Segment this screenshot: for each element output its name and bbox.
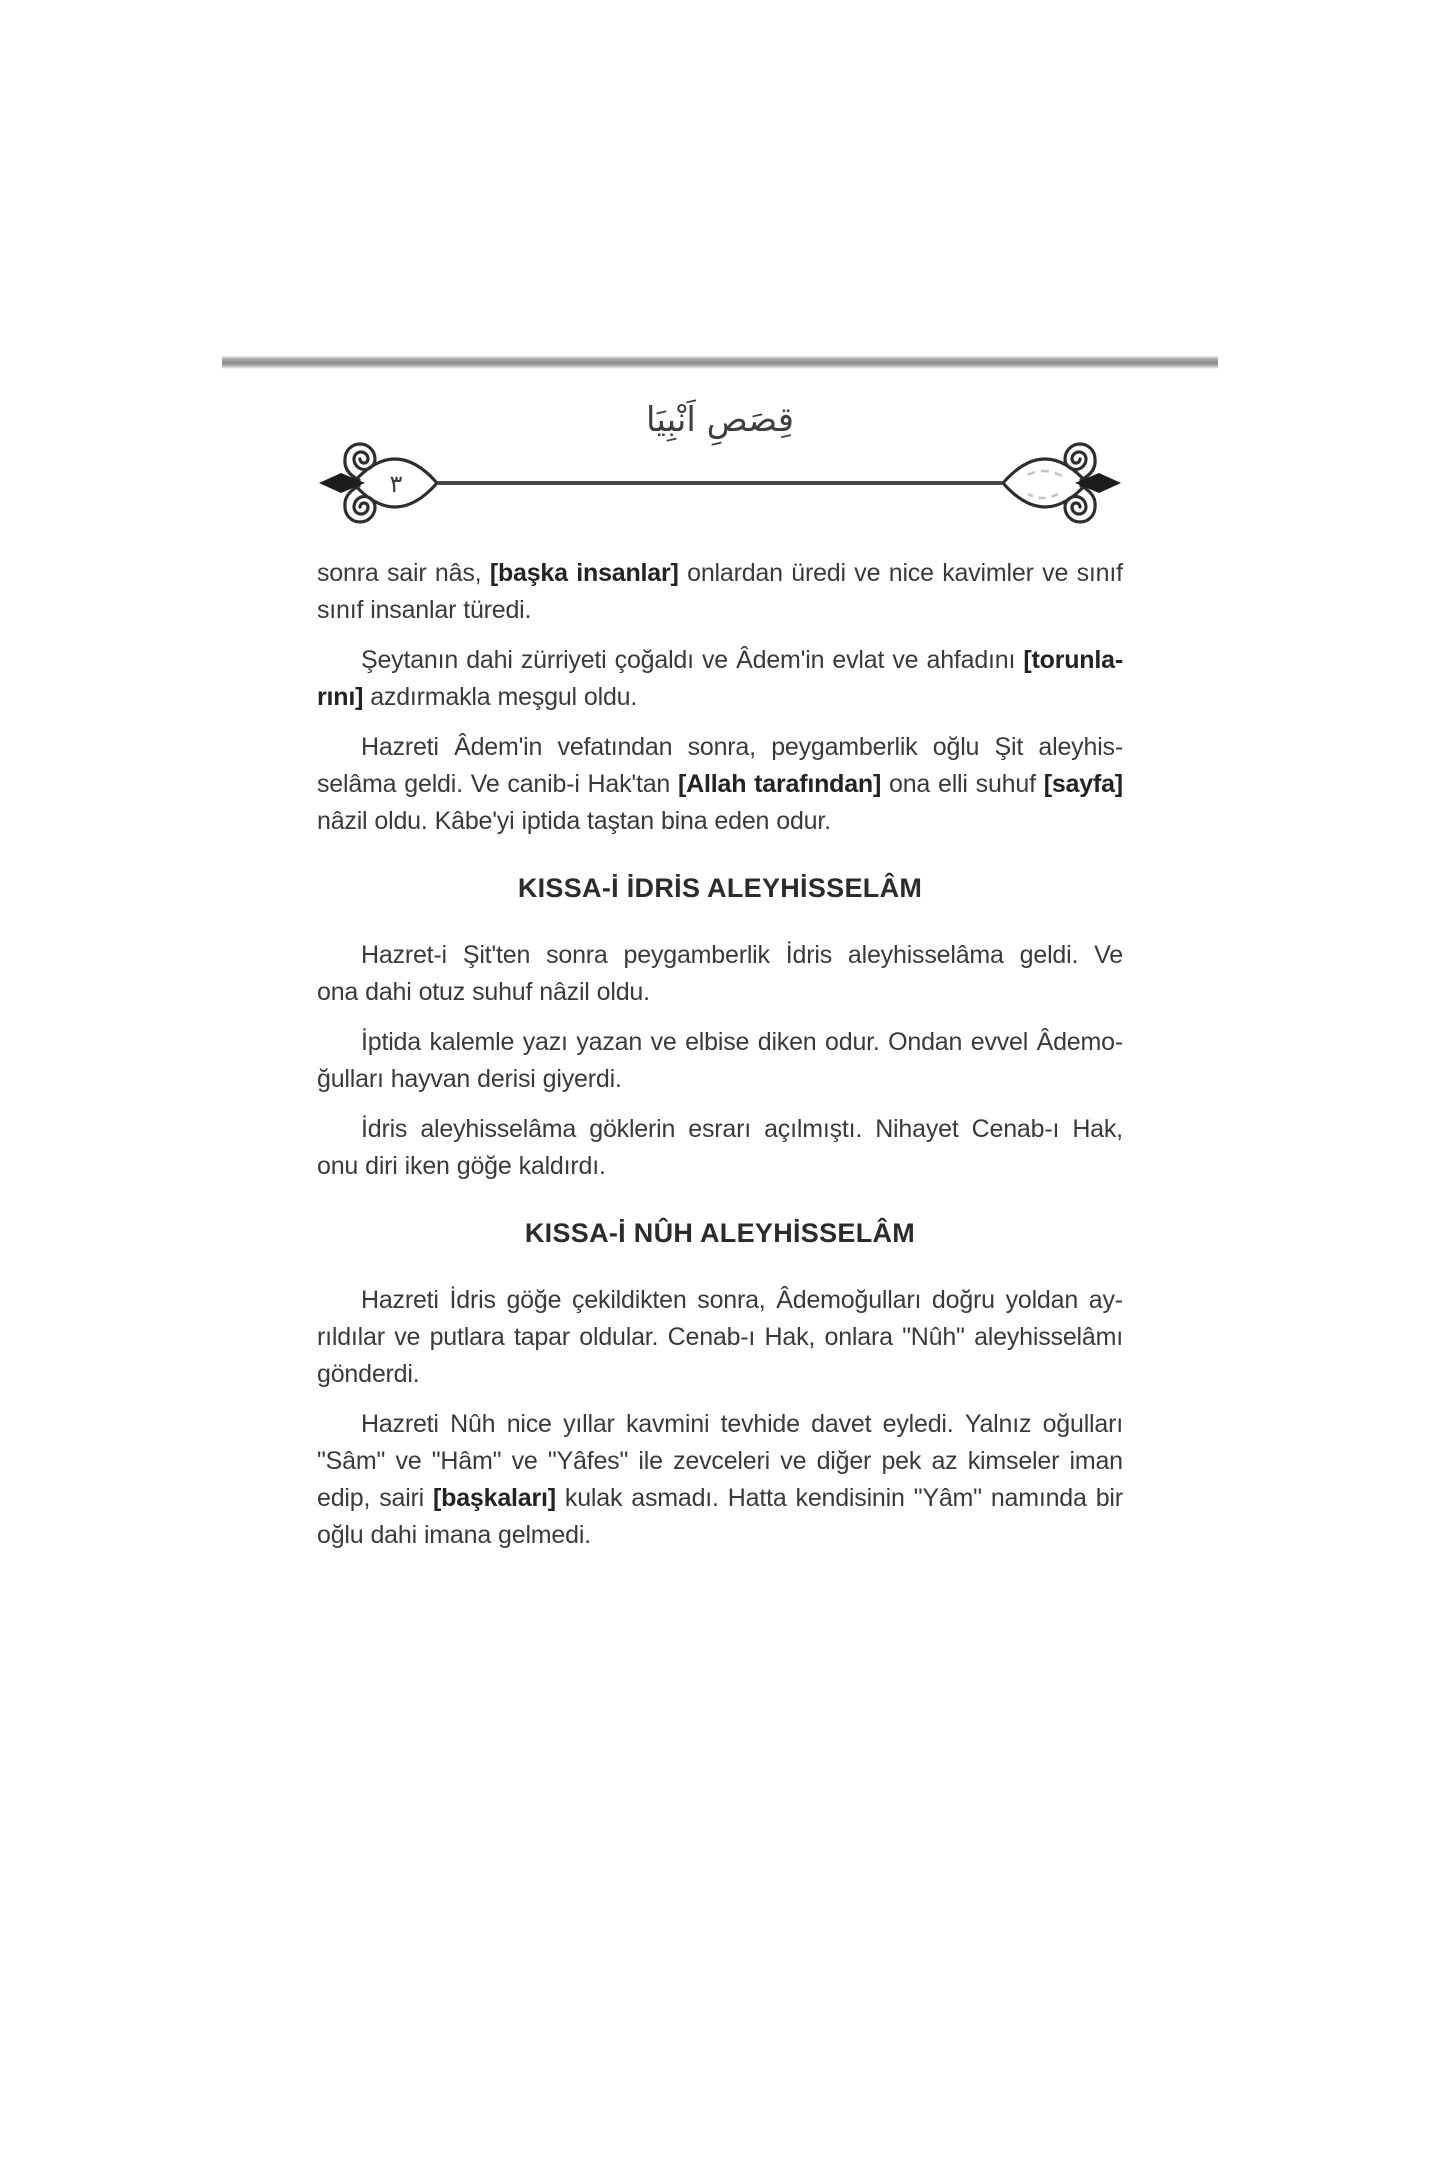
- text-line: [317, 803, 1123, 840]
- word: Âdemoğulları: [776, 1286, 922, 1314]
- word: gönderdi.: [317, 1360, 420, 1388]
- word: kavimler: [942, 559, 1034, 587]
- word: odur.: [825, 1028, 880, 1056]
- word: vefatından: [557, 733, 673, 761]
- word: peygamberlik: [771, 733, 918, 761]
- paragraph: [317, 729, 1123, 840]
- text-line: [317, 766, 1123, 803]
- word: ve: [394, 1323, 421, 1351]
- word: İdris: [785, 941, 832, 969]
- bold-word: [sayfa]: [1043, 770, 1123, 798]
- text-line: [317, 679, 1123, 716]
- word: sonra,: [697, 1286, 766, 1314]
- word: diğer: [816, 1447, 872, 1475]
- paragraph: [317, 1024, 1123, 1098]
- word: göğe: [456, 1152, 512, 1180]
- word: oldu.: [596, 978, 650, 1006]
- word: sonra,: [687, 733, 756, 761]
- word: aleyhisselâma: [420, 1115, 577, 1143]
- word: nice: [506, 1410, 552, 1438]
- word: esrarı: [688, 1115, 751, 1143]
- word: kavmini: [625, 1410, 710, 1438]
- word: dahi: [365, 978, 412, 1006]
- word: sınıf: [317, 596, 364, 624]
- word: kalemle: [429, 1028, 515, 1056]
- word: kimseler: [967, 1447, 1060, 1475]
- word: geldi.: [1019, 941, 1079, 969]
- word: oğlu: [317, 1521, 364, 1549]
- word: Şit: [994, 733, 1024, 761]
- text-line: [317, 1148, 1123, 1185]
- word: ay-: [1088, 1286, 1123, 1314]
- paragraph: [317, 642, 1123, 716]
- word: oldu.: [583, 683, 638, 711]
- bold-word: [başkaları]: [433, 1484, 556, 1512]
- word: rıldılar: [317, 1323, 385, 1351]
- word: canib-i: [507, 770, 580, 798]
- word: ve: [650, 1028, 677, 1056]
- word: hayvan: [390, 1065, 471, 1093]
- word: "Yâm": [913, 1484, 982, 1512]
- word: dahi: [370, 1521, 417, 1549]
- word: Şit'ten: [462, 941, 531, 969]
- word: "Hâm": [431, 1447, 502, 1475]
- word: iken: [404, 1152, 450, 1180]
- word: ve: [854, 559, 881, 587]
- word: göğe: [506, 1286, 562, 1314]
- word: çoğaldı: [614, 646, 694, 674]
- text-line: [317, 1356, 1123, 1393]
- word: Ve: [1094, 941, 1123, 969]
- word: Hatta: [727, 1484, 787, 1512]
- word: yazı: [522, 1028, 568, 1056]
- word: giyerdi.: [542, 1065, 622, 1093]
- word: elbise: [685, 1028, 750, 1056]
- word: meşgul: [497, 683, 577, 711]
- word: aleyhisselâma: [847, 941, 1004, 969]
- word: diken: [757, 1028, 817, 1056]
- bold-word: [torunla-: [1023, 646, 1123, 674]
- word: ve: [1042, 559, 1069, 587]
- bold-word: rını]: [317, 683, 364, 711]
- word: taştan: [587, 807, 654, 835]
- word: zevceleri: [673, 1447, 770, 1475]
- word: ğulları: [317, 1065, 384, 1093]
- word: Hazreti: [361, 1410, 439, 1438]
- word: zürriyeti: [520, 646, 607, 674]
- word: Hak,: [1072, 1115, 1123, 1143]
- word: gelmedi.: [498, 1521, 591, 1549]
- word: Kâbe'yi: [434, 807, 515, 835]
- word: eyledi.: [882, 1410, 954, 1438]
- word: peygamberlik: [623, 941, 770, 969]
- word: Âdem'in: [736, 646, 825, 674]
- paragraph: [317, 555, 1123, 629]
- word: asmadı.: [631, 1484, 719, 1512]
- word: ona: [317, 978, 359, 1006]
- word: namında: [990, 1484, 1087, 1512]
- word: İdris: [449, 1286, 496, 1314]
- word: tevhide: [720, 1410, 800, 1438]
- text-line: [317, 1111, 1123, 1148]
- word: ahfadını: [926, 646, 1016, 674]
- word: onlardan: [687, 559, 783, 587]
- bold-word: insanlar]: [576, 559, 679, 587]
- word: üredi: [791, 559, 846, 587]
- word: doğru: [931, 1286, 995, 1314]
- word: İptida: [361, 1028, 421, 1056]
- word: ile: [638, 1447, 663, 1475]
- text-line: [317, 974, 1123, 1011]
- word: ona: [889, 770, 931, 798]
- word: evlat: [832, 646, 885, 674]
- word: İdris: [361, 1115, 408, 1143]
- page-text: [317, 555, 1123, 1567]
- bold-word: [başka: [489, 559, 568, 587]
- word: "Sâm": [317, 1447, 386, 1475]
- word: Nihayet: [875, 1115, 959, 1143]
- word: Hak,: [764, 1323, 816, 1351]
- arabic-running-title: قِصَصِ اَنْبِيَا: [646, 400, 794, 440]
- word: suhuf: [472, 978, 533, 1006]
- text-line: [317, 1024, 1123, 1061]
- word: aleyhisselâmı: [974, 1323, 1123, 1351]
- word: Yalnız: [964, 1410, 1032, 1438]
- word: Hazret-i: [361, 941, 447, 969]
- word: elli: [938, 770, 968, 798]
- word: nâzil: [317, 807, 368, 835]
- page-top-edge-shadow: [222, 356, 1218, 369]
- word: yoldan: [1005, 1286, 1079, 1314]
- word: ve: [511, 1447, 538, 1475]
- paragraph: [317, 937, 1123, 1011]
- word: nâs,: [434, 559, 482, 587]
- word: insanlar: [370, 596, 457, 624]
- word: tapar: [513, 1323, 570, 1351]
- word: ve: [780, 1447, 807, 1475]
- word: sınıf: [1076, 559, 1123, 587]
- right-ornament: [1002, 403, 1122, 563]
- page-number-arabic: ٣: [389, 470, 403, 498]
- word: onlara: [824, 1323, 893, 1351]
- bold-word: [Allah: [678, 770, 747, 798]
- word: çekildikten: [572, 1286, 687, 1314]
- text-line: [317, 937, 1123, 974]
- word: derisi: [477, 1065, 536, 1093]
- word: oğlu: [932, 733, 980, 761]
- word: Hak'tan: [587, 770, 671, 798]
- word: diri: [365, 1152, 398, 1180]
- word: aleyhis-: [1038, 733, 1123, 761]
- word: davet: [811, 1410, 872, 1438]
- word: Ondan: [888, 1028, 963, 1056]
- word: Cenab-ı: [971, 1115, 1060, 1143]
- text-line: [317, 1282, 1123, 1319]
- text-line: [317, 1319, 1123, 1356]
- word: yazan: [576, 1028, 643, 1056]
- word: Ve: [470, 770, 500, 798]
- word: oldu.: [374, 807, 428, 835]
- section-heading: KISSA-İ İDRİS ALEYHİSSELÂM: [517, 873, 923, 903]
- paragraph: [317, 1282, 1123, 1393]
- word: pek: [881, 1447, 922, 1475]
- word: göklerin: [589, 1115, 676, 1143]
- word: nice: [888, 559, 934, 587]
- word: evvel: [970, 1028, 1029, 1056]
- word: sair: [386, 559, 427, 587]
- word: sonra: [546, 941, 608, 969]
- text-line: [317, 642, 1123, 679]
- word: eden: [714, 807, 770, 835]
- word: geldi.: [404, 770, 463, 798]
- word: bir: [1095, 1484, 1123, 1512]
- word: sairi: [379, 1484, 425, 1512]
- word: iman: [1069, 1447, 1123, 1475]
- word: sonra: [317, 559, 379, 587]
- word: edip,: [317, 1484, 371, 1512]
- text-line: [317, 555, 1123, 592]
- word: Âdemo-: [1036, 1028, 1123, 1056]
- text-line: [317, 1480, 1123, 1517]
- word: Hazreti: [361, 733, 439, 761]
- word: türedi.: [463, 596, 532, 624]
- word: Nûh: [450, 1410, 496, 1438]
- word: "Yâfes": [547, 1447, 629, 1475]
- text-line: [317, 729, 1123, 766]
- word: ve: [395, 1447, 422, 1475]
- word: Hazreti: [361, 1286, 439, 1314]
- word: iptida: [521, 807, 581, 835]
- word: otuz: [418, 978, 466, 1006]
- word: ve: [892, 646, 919, 674]
- word: oldular.: [579, 1323, 659, 1351]
- paragraph: [317, 1406, 1123, 1554]
- text-line: [317, 1406, 1123, 1443]
- word: oğulları: [1042, 1410, 1123, 1438]
- word: Şeytanın: [361, 646, 459, 674]
- paragraph: [317, 1111, 1123, 1185]
- header-rule: [438, 481, 1002, 485]
- section-heading: KISSA-İ NÛH ALEYHİSSELÂM: [524, 1218, 916, 1248]
- text-line: [317, 592, 1123, 629]
- word: imana: [423, 1521, 492, 1549]
- word: az: [931, 1447, 958, 1475]
- word: kaldırdı.: [518, 1152, 606, 1180]
- word: kulak: [564, 1484, 623, 1512]
- word: açılmıştı.: [764, 1115, 863, 1143]
- word: Cenab-ı: [667, 1323, 756, 1351]
- word: putlara: [429, 1323, 505, 1351]
- word: yıllar: [563, 1410, 615, 1438]
- ghost-mark: [1025, 471, 1062, 498]
- word: kendisinin: [795, 1484, 905, 1512]
- word: ve: [702, 646, 729, 674]
- chapter-ornament-band: [318, 403, 1122, 563]
- bold-word: tarafından]: [754, 770, 882, 798]
- word: suhuf: [975, 770, 1036, 798]
- text-line: [317, 1061, 1123, 1098]
- word: dahi: [466, 646, 513, 674]
- text-line: [317, 1443, 1123, 1480]
- word: nâzil: [539, 978, 590, 1006]
- word: odur.: [776, 807, 831, 835]
- left-ornament: [318, 403, 438, 563]
- word: onu: [317, 1152, 359, 1180]
- word: azdırmakla: [370, 683, 491, 711]
- text-line: [317, 1517, 1123, 1554]
- word: "Nûh": [902, 1323, 965, 1351]
- word: Âdem'in: [454, 733, 543, 761]
- word: bina: [660, 807, 708, 835]
- word: selâma: [317, 770, 397, 798]
